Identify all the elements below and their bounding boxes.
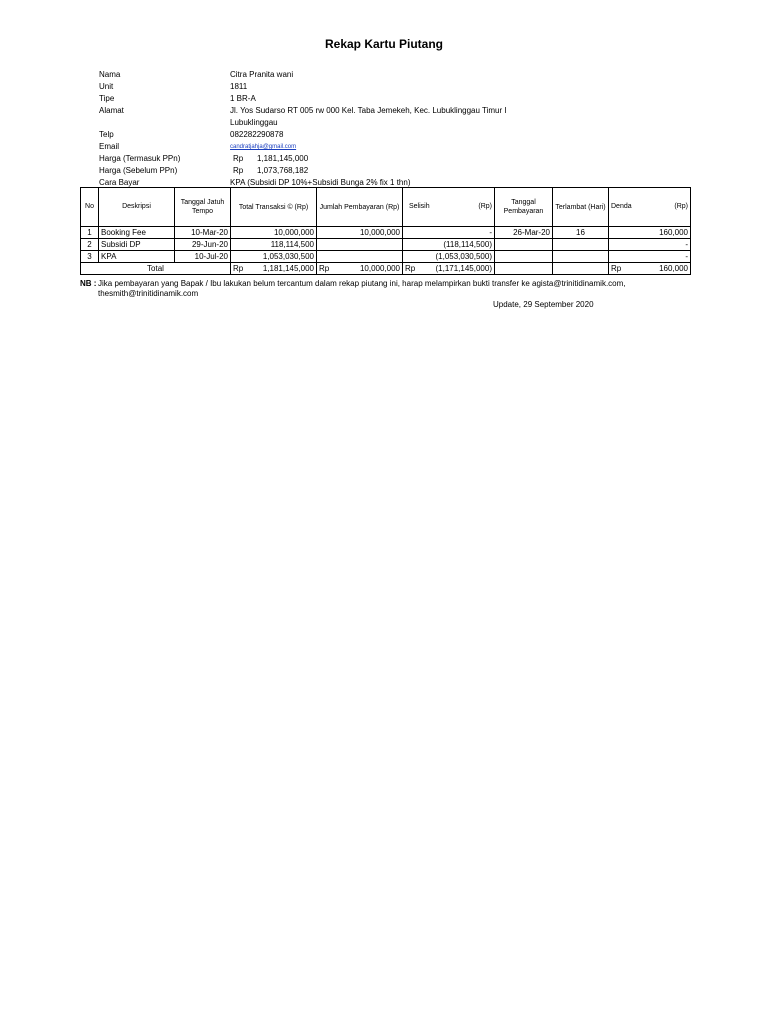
note-label: NB :: [80, 279, 97, 288]
tipe-value: 1 BR-A: [230, 94, 256, 103]
harga-ppn-label: Harga (Termasuk PPn): [99, 154, 181, 163]
cell-total: 1,053,030,500: [231, 251, 317, 263]
table-row: [81, 251, 691, 263]
cell-total: 10,000,000: [231, 227, 317, 239]
header-selisih: [403, 188, 495, 227]
cell-jatuh-tempo: 29-Jun-20: [175, 239, 231, 251]
table-row: [81, 239, 691, 251]
total-transaksi-cell: [231, 263, 317, 275]
unit-label: Unit: [99, 82, 114, 91]
header-no: No: [81, 188, 99, 227]
nama-label: Nama: [99, 70, 121, 79]
cell-deskripsi: KPA: [99, 251, 175, 263]
table-total-row: [81, 263, 691, 275]
cell-no: 2: [81, 239, 99, 251]
header-jumlah-pembayaran: Jumlah Pembayaran (Rp): [317, 188, 403, 227]
header-denda: [609, 188, 691, 227]
total-tgl-bayar-cell: [495, 263, 553, 275]
cell-tgl-bayar: [495, 239, 553, 251]
cell-tgl-bayar: [495, 251, 553, 263]
cell-jatuh-tempo: 10-Jul-20: [175, 251, 231, 263]
cell-terlambat: 16: [553, 227, 609, 239]
cell-denda: -: [609, 239, 691, 251]
alamat-line-2: Lubuklinggau: [230, 118, 278, 127]
total-terlambat-cell: [553, 263, 609, 275]
cell-no: 3: [81, 251, 99, 263]
telp-label: Telp: [99, 130, 114, 139]
table-header-row: [81, 188, 691, 227]
cell-pembayaran: [317, 239, 403, 251]
email-link[interactable]: candratjahja@gmail.com: [230, 144, 297, 150]
cell-selisih: -: [403, 227, 495, 239]
total-pembayaran-currency: Rp: [319, 263, 330, 273]
harga-noppn-currency: Rp: [233, 166, 244, 175]
total-transaksi-value: 1,181,145,000: [262, 263, 314, 273]
cell-denda: 160,000: [609, 227, 691, 239]
telp-value: 082282290878: [230, 130, 284, 139]
total-label: Total: [81, 263, 231, 275]
note-text: Jika pembayaran yang Bapak / Ibu lakukan belum tercantum dalam rekap piutang ini, harap melampirkan bukti transfer ke agista@trinitidinamik.com, thesmith@trinitidinamik.com: [98, 279, 626, 298]
total-pembayaran-value: 10,000,000: [359, 263, 400, 273]
cell-terlambat: [553, 251, 609, 263]
cell-selisih: (1,053,030,500): [403, 251, 495, 263]
cell-deskripsi: Subsidi DP: [99, 239, 175, 251]
total-denda-value: 160,000: [659, 263, 688, 273]
harga-noppn-label: Harga (Sebelum PPn): [99, 166, 178, 175]
nama-value: Citra Pranita wani: [230, 70, 294, 79]
page-title: Rekap Kartu Piutang: [324, 37, 444, 51]
header-deskripsi: Deskripsi: [99, 188, 175, 227]
total-selisih-currency: Rp: [405, 263, 416, 273]
cell-pembayaran: [317, 251, 403, 263]
alamat-line-1: Jl. Yos Sudarso RT 005 rw 000 Kel. Taba Jemekeh, Kec. Lubuklinggau Timur I: [230, 106, 507, 115]
cell-total: 118,114,500: [231, 239, 317, 251]
total-selisih-value: (1,171,145,000): [435, 263, 492, 273]
total-denda-currency: Rp: [611, 263, 622, 273]
receivables-table: [80, 187, 691, 275]
harga-noppn-value: 1,073,768,182: [257, 166, 309, 175]
header-tanggal-jatuh-tempo: Tanggal Jatuh Tempo: [175, 188, 231, 227]
total-selisih-cell: [403, 263, 495, 275]
update-date: Update, 29 September 2020: [493, 300, 594, 309]
cara-bayar-value: KPA (Subsidi DP 10%+Subsidi Bunga 2% fix 1 thn): [230, 178, 411, 187]
cara-bayar-label: Cara Bayar: [99, 178, 140, 187]
header-denda-label: Denda: [611, 203, 632, 210]
alamat-label: Alamat: [99, 106, 124, 115]
header-total-transaksi: Total Transaksi © (Rp): [231, 188, 317, 227]
harga-ppn-currency: Rp: [233, 154, 244, 163]
table-row: [81, 227, 691, 239]
total-pembayaran-cell: [317, 263, 403, 275]
header-denda-unit: (Rp): [674, 203, 688, 210]
header-tanggal-pembayaran: Tanggal Pembayaran: [495, 188, 553, 227]
tipe-label: Tipe: [99, 94, 115, 103]
unit-value: 1811: [230, 82, 248, 91]
cell-denda: -: [609, 251, 691, 263]
cell-tgl-bayar: 26-Mar-20: [495, 227, 553, 239]
header-selisih-label: Selisih: [409, 203, 430, 210]
cell-jatuh-tempo: 10-Mar-20: [175, 227, 231, 239]
cell-terlambat: [553, 239, 609, 251]
total-denda-cell: [609, 263, 691, 275]
header-terlambat: Terlambat (Hari): [553, 188, 609, 227]
cell-pembayaran: 10,000,000: [317, 227, 403, 239]
cell-no: 1: [81, 227, 99, 239]
header-selisih-unit: (Rp): [478, 203, 492, 210]
total-transaksi-currency: Rp: [233, 263, 244, 273]
harga-ppn-value: 1,181,145,000: [257, 154, 309, 163]
cell-selisih: (118,114,500): [403, 239, 495, 251]
email-label: Email: [99, 142, 120, 151]
cell-deskripsi: Booking Fee: [99, 227, 175, 239]
